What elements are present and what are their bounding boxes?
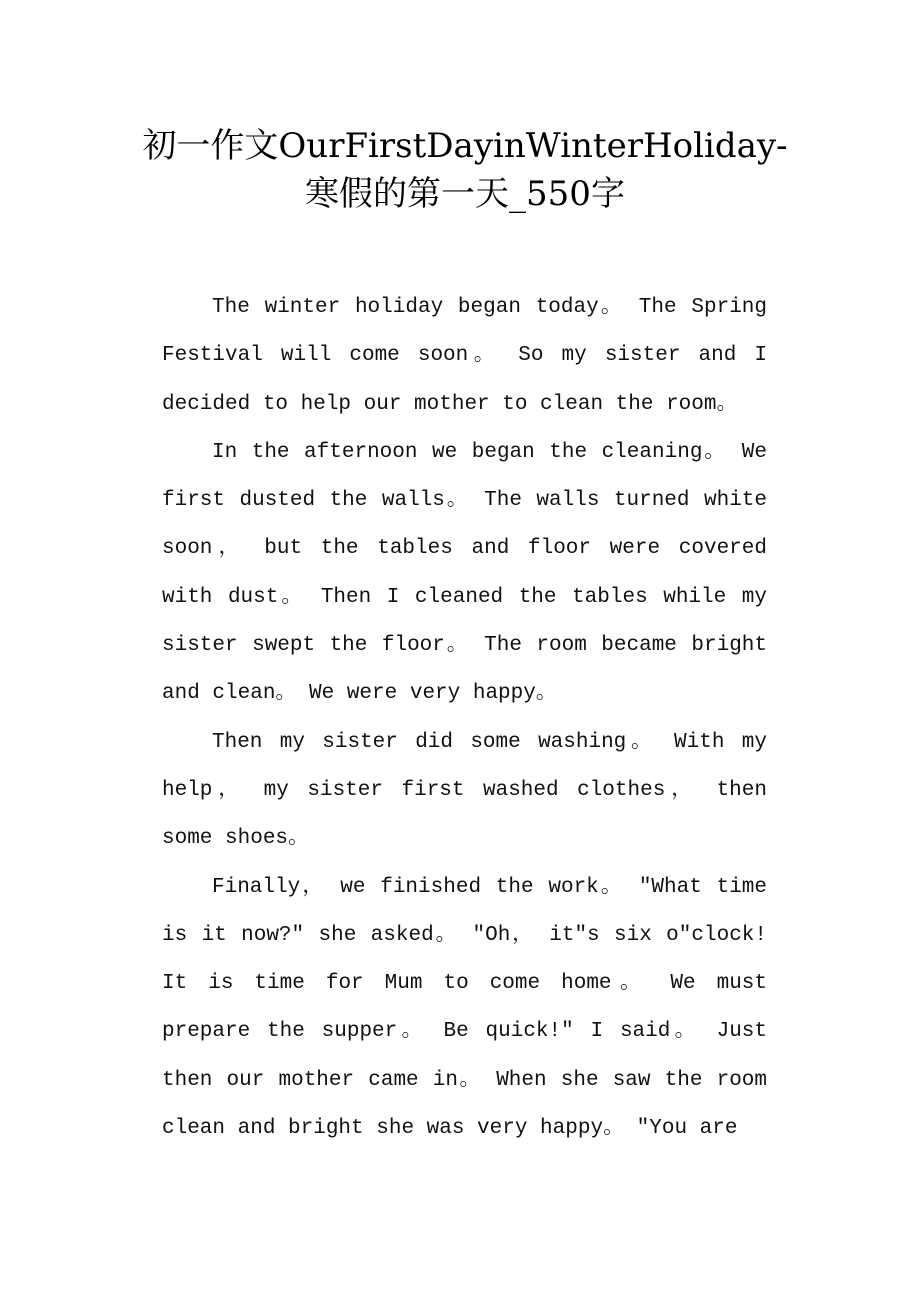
paragraph-2: In the afternoon we began the cleaning。 We first dusted the walls。 The walls turned white soon， but the tables and floor were covered with dust。 Then I cleaned the tables while my sister swept the floor。 The room became bright and clean。 We were very happy。: [162, 440, 767, 706]
document-title: 初一作文OurFirstDayinWinterHoliday-寒假的第一天_550字: [142, 126, 788, 214]
paragraph-3: Then my sister did some washing。 With my help， my sister first washed clothes， then some shoes。: [162, 730, 767, 851]
paragraph-4: Finally， we finished the work。 "What time is it now?" she asked。 "Oh， it"s six o"clock! It is time for Mum to come home。 We must prepare the supper。 Be quick!" I said。 Just then our mother came in。 When she saw the room clean and bright she was very happy。 "You are: [162, 875, 767, 1141]
paragraph-1: The winter holiday began today。 The Spring Festival will come soon。 So my sister and I decided to help our mother to clean the room。: [162, 296, 767, 416]
document-body: [162, 284, 767, 1153]
